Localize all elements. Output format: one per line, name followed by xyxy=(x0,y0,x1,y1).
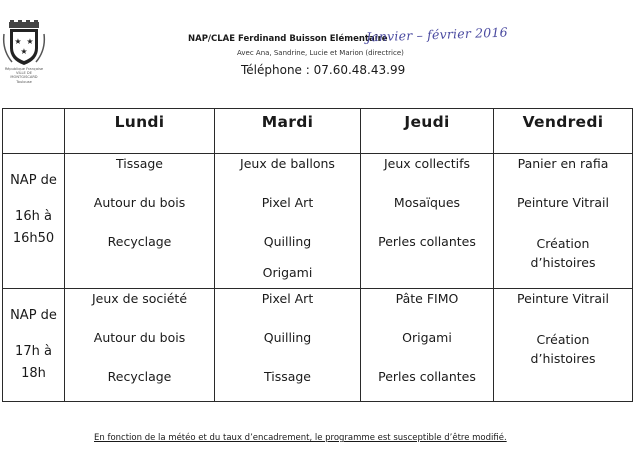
slot-label-line: 16h50 xyxy=(12,231,55,246)
activity-cell xyxy=(361,289,494,402)
day-header: Mardi xyxy=(215,109,361,154)
svg-text:★: ★ xyxy=(20,47,28,56)
activity: Création d’histoires xyxy=(530,236,596,270)
activity: Origami xyxy=(402,330,452,345)
day-header: Jeudi xyxy=(361,109,494,154)
staff-line: Avec Ana, Sandrine, Lucie et Marion (directrice) xyxy=(237,49,404,57)
activity: Autour du bois xyxy=(93,330,186,345)
activity: Création d’histoires xyxy=(530,332,596,366)
crest-caption-line: République Française xyxy=(4,67,44,71)
activity: Jeux de société xyxy=(91,291,188,306)
crest-caption xyxy=(2,67,46,84)
activity-cell xyxy=(65,289,215,402)
header-row xyxy=(3,109,633,154)
activity: Quilling xyxy=(263,234,312,249)
crest-caption-line: Toulouse xyxy=(16,79,32,84)
table-row xyxy=(3,289,633,402)
activity: Quilling xyxy=(263,330,312,345)
slot-label xyxy=(3,289,65,402)
activity: Tissage xyxy=(115,156,164,171)
slot-label-line: NAP de xyxy=(10,173,57,188)
activity: Tissage xyxy=(263,369,312,384)
table-row xyxy=(3,154,633,289)
slot-label-line: NAP de xyxy=(10,308,57,323)
document-title: NAP/CLAE Ferdinand Buisson Elémentaire xyxy=(188,34,388,44)
activity: Panier en rafia xyxy=(517,156,609,171)
slot-label-line: 18h xyxy=(21,366,46,381)
city-crest-logo xyxy=(2,20,46,84)
activity: Pixel Art xyxy=(261,291,314,306)
svg-text:★: ★ xyxy=(14,37,22,46)
corner-cell xyxy=(3,109,65,154)
activity: Jeux de ballons xyxy=(240,156,335,171)
activity: Pixel Art xyxy=(261,195,314,210)
activity: Peinture Vitrail xyxy=(517,291,609,306)
day-header: Vendredi xyxy=(494,109,633,154)
slot-label-line: 16h à xyxy=(15,209,52,224)
day-header: Lundi xyxy=(65,109,215,154)
activity: Perles collantes xyxy=(378,369,476,384)
footer-note: En fonction de la météo et du taux d’encadrement, le programme est susceptible d’être modifié. xyxy=(94,433,507,443)
activity: Recyclage xyxy=(107,369,172,384)
activity-cell xyxy=(361,154,494,289)
slot-label xyxy=(3,154,65,289)
activity-cell xyxy=(215,289,361,402)
activity: Jeux collectifs xyxy=(384,156,470,171)
schedule-table xyxy=(2,108,633,402)
activity: Recyclage xyxy=(107,234,172,249)
activity: Peinture Vitrail xyxy=(517,195,609,210)
activity: Pâte FIMO xyxy=(395,291,459,306)
activity-cell xyxy=(494,289,633,402)
activity-cell xyxy=(215,154,361,289)
crest-caption-line: VILLE DE MONTGISCARD xyxy=(10,71,38,80)
activity: Autour du bois xyxy=(93,195,186,210)
activity-cell xyxy=(65,154,215,289)
activity: Perles collantes xyxy=(378,234,476,249)
slot-label-line: 17h à xyxy=(15,344,52,359)
activity: Mosaïques xyxy=(393,195,461,210)
phone-number: Téléphone : 07.60.48.43.99 xyxy=(241,63,406,77)
handwritten-period: Janvier – février 2016 xyxy=(365,24,508,45)
activity: Origami xyxy=(262,265,313,280)
svg-text:★: ★ xyxy=(26,37,34,46)
activity-cell xyxy=(494,154,633,289)
crest-shield-icon xyxy=(2,20,46,66)
